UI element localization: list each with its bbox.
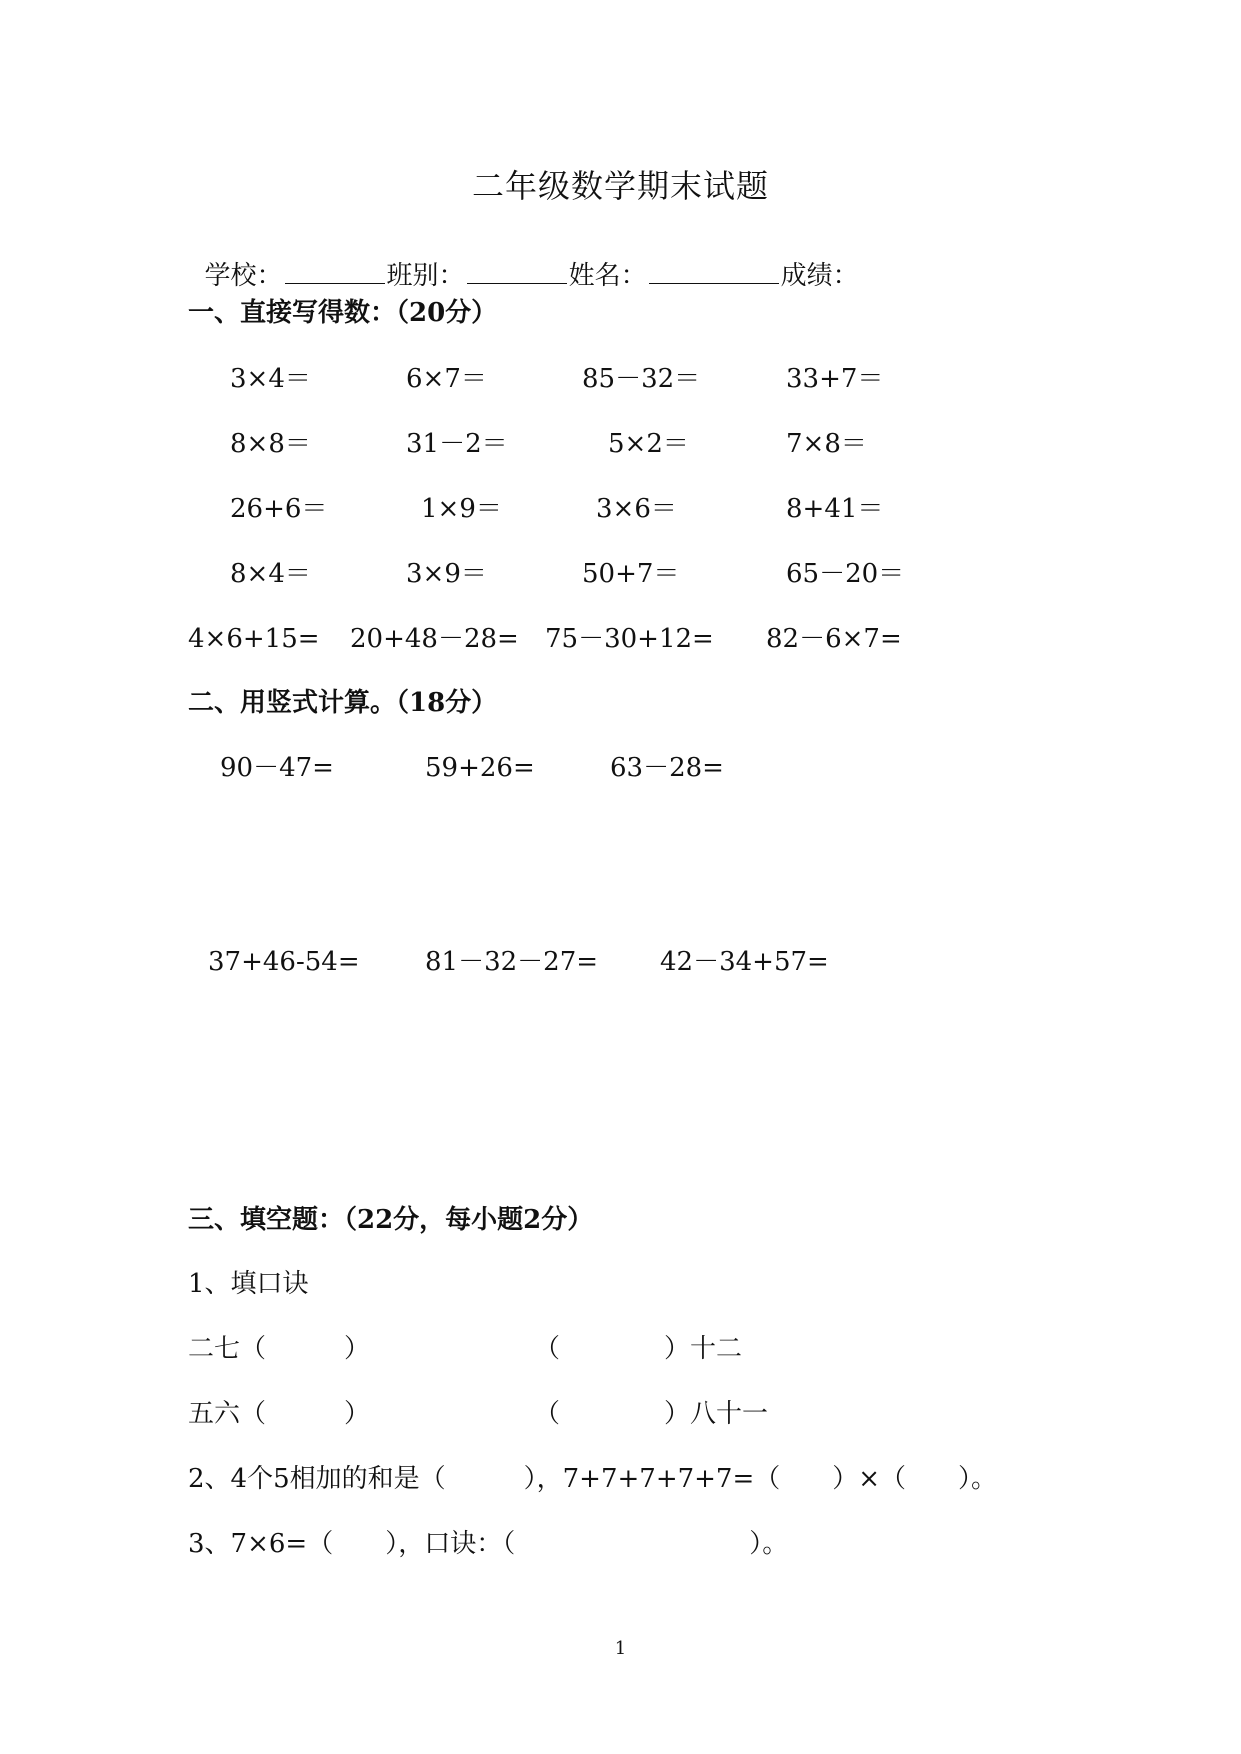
school-label: 学校： bbox=[204, 261, 283, 291]
s1-item: 75－30+12= bbox=[545, 624, 714, 654]
q2-text: 2、4个5相加的和是（ ），7+7+7+7+7=（ ）×（ ）。 bbox=[188, 1464, 998, 1494]
s1-item: 7×8＝ bbox=[786, 429, 867, 459]
section3-heading: 三、填空题：（22分，每小题2分） bbox=[188, 1205, 594, 1235]
s1-item: 3×9＝ bbox=[406, 559, 487, 589]
s2-item: 37+46-54= bbox=[208, 947, 360, 977]
s1-item: 1×9＝ bbox=[421, 494, 502, 524]
s1-item: 8+41＝ bbox=[786, 494, 884, 524]
s2-item: 42－34+57= bbox=[660, 947, 829, 977]
s1-item: 8×8＝ bbox=[230, 429, 311, 459]
q1-item: （ ）八十一 bbox=[534, 1399, 769, 1429]
page-title: 二年级数学期末试题 bbox=[471, 167, 769, 205]
s2-item: 63－28= bbox=[610, 753, 724, 783]
s1-item: 65－20＝ bbox=[786, 559, 905, 589]
s1-item: 50+7＝ bbox=[582, 559, 680, 589]
class-label: 班别： bbox=[386, 261, 465, 291]
page-number: 1 bbox=[614, 1638, 627, 1659]
s1-item: 5×2＝ bbox=[608, 429, 689, 459]
q1-item: （ ）十二 bbox=[534, 1334, 743, 1364]
student-info-line bbox=[188, 237, 859, 289]
s1-item: 8×4＝ bbox=[230, 559, 311, 589]
s1-item: 26+6＝ bbox=[230, 494, 328, 524]
q1-item: 五六（ ） bbox=[188, 1399, 371, 1429]
section2-heading: 二、用竖式计算。（18分） bbox=[188, 688, 498, 718]
name-label: 姓名： bbox=[568, 261, 647, 291]
s1-item: 20+48－28= bbox=[350, 624, 519, 654]
s2-item: 90－47= bbox=[220, 753, 334, 783]
s1-item: 6×7＝ bbox=[406, 364, 487, 394]
class-blank[interactable] bbox=[467, 282, 567, 284]
s1-item: 4×6+15= bbox=[188, 624, 320, 654]
s1-item: 85－32＝ bbox=[582, 364, 701, 394]
section1-heading: 一、直接写得数：（20分） bbox=[188, 298, 498, 328]
s1-item: 3×6＝ bbox=[596, 494, 677, 524]
s1-item: 3×4＝ bbox=[230, 364, 311, 394]
name-blank[interactable] bbox=[649, 282, 779, 284]
s2-item: 59+26= bbox=[425, 753, 535, 783]
s1-item: 82－6×7= bbox=[766, 624, 902, 654]
s1-item: 31－2＝ bbox=[406, 429, 508, 459]
q1-label: 1、填口诀 bbox=[188, 1269, 309, 1299]
s1-item: 33+7＝ bbox=[786, 364, 884, 394]
q3-text: 3、7×6=（ ），口诀：（ ）。 bbox=[188, 1529, 789, 1559]
score-label: 成绩： bbox=[780, 261, 859, 291]
q1-item: 二七（ ） bbox=[188, 1334, 371, 1364]
school-blank[interactable] bbox=[285, 282, 385, 284]
s2-item: 81－32－27= bbox=[425, 947, 599, 977]
